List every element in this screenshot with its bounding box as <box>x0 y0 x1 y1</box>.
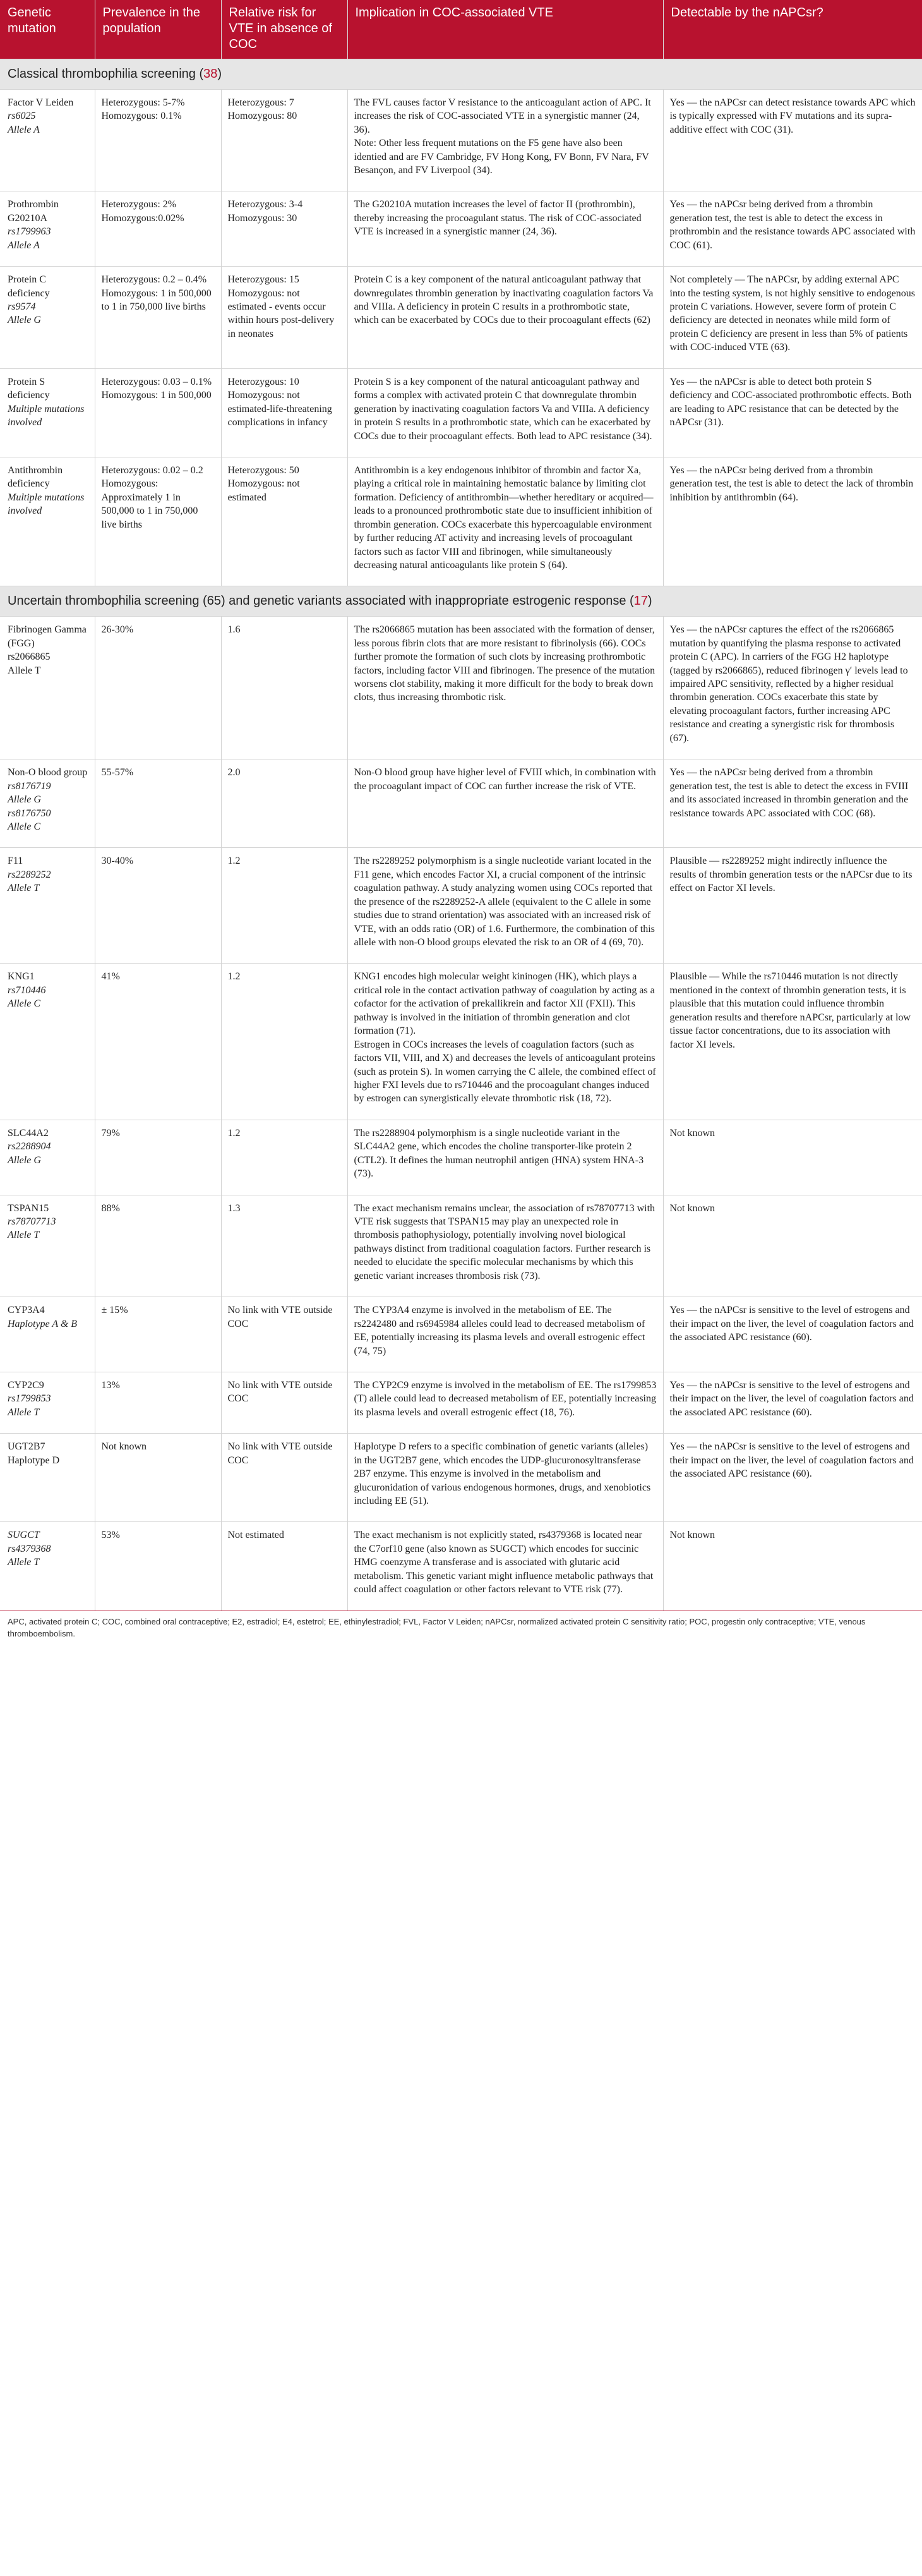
relative-risk-line: No link with VTE outside COC <box>227 1379 333 1405</box>
relative-risk-line: 1.3 <box>227 1202 241 1214</box>
relative-risk-line: Heterozygous: 7 <box>227 97 294 108</box>
gene-line: Allele A <box>8 124 40 135</box>
gene-line: Multiple mutations involved <box>8 492 85 517</box>
implication-cell <box>347 191 663 267</box>
gene-cell <box>0 1434 95 1522</box>
implication-paragraph: Antithrombin is a key endogenous inhibitor of thrombin and factor Xa, playing a critical role in maintaining hemostatic balance by limiting clot formation. Deficiency of antithrombin—whether hereditary or acquired—leads to a pronounced prothrombotic state due to insufficient inhibition of thrombin generation. COCs exacerbate this hypercoagulable environment by further reducing AT activity and increasing levels of procoagulant factors such as factor VIII and fibrinogen, while simultaneously decreasing natural anticoagulants like protein S (64). <box>354 464 654 571</box>
prevalence-line: ± 15% <box>101 1305 128 1316</box>
relative-risk-line: Homozygous: 80 <box>227 111 297 122</box>
prevalence-line: Not known <box>101 1441 147 1453</box>
gene-line: rs9574 <box>8 301 36 313</box>
section-title: Uncertain thrombophilia screening (65) and genetic variants associated with inappropriate estrogenic response ( <box>8 594 634 608</box>
detectable-text: Plausible — While the rs710446 mutation is not directly mentioned in the context of thrombin generation tests, it is plausible that this mutation could influence thrombin generation results and therefore nAPCsr, particularly at low tissue factor concentrations, due to its association with factor XI levels. <box>669 971 911 1050</box>
relative-risk-cell <box>221 1372 347 1433</box>
prevalence-line: 30-40% <box>101 856 134 867</box>
gene-line: Allele C <box>8 821 40 832</box>
gene-cell <box>0 617 95 759</box>
detectable-text: Yes — the nAPCsr being derived from a thrombin generation test, the test is able to detect the excess in FVIII and its associated increased in thrombin generation and the resistance towards APC associated with COC (68). <box>669 767 909 819</box>
gene-line: Allele T <box>8 1406 40 1418</box>
detectable-text: Not known <box>669 1202 715 1214</box>
table-row <box>0 848 922 964</box>
gene-cell <box>0 759 95 848</box>
gene-line: rs2066865 <box>8 651 51 663</box>
gene-line: rs78707713 <box>8 1216 56 1228</box>
gene-cell <box>0 191 95 267</box>
section-title-cell: Uncertain thrombophilia screening (65) and genetic variants associated with inappropriate estrogenic response (17) <box>0 586 922 617</box>
header-relative-risk: Relative risk for VTE in absence of COC <box>221 0 347 59</box>
section-row <box>0 586 922 617</box>
header-prevalence: Prevalence in the population <box>95 0 221 59</box>
gene-line: KNG1 <box>8 971 35 983</box>
section-title-ref: 17 <box>633 594 648 608</box>
gene-line: rs8176719 <box>8 780 51 792</box>
relative-risk-cell <box>221 267 347 369</box>
relative-risk-cell <box>221 191 347 267</box>
relative-risk-cell <box>221 89 347 191</box>
detectable-text: Not known <box>669 1530 715 1541</box>
gene-line: rs6025 <box>8 111 36 122</box>
prevalence-line: Homozygous: 1 in 500,000 <box>101 390 212 401</box>
implication-cell <box>347 1297 663 1372</box>
prevalence-line: 13% <box>101 1379 120 1391</box>
gene-line: Allele G <box>8 794 41 806</box>
gene-line: Protein S deficiency <box>8 376 50 401</box>
gene-line: Allele C <box>8 998 40 1010</box>
implication-paragraph: The exact mechanism remains unclear, the association of rs78707713 with VTE risk suggests that TSPAN15 may play an unexpected role in thrombosis pathophysiology, potentially involving novel biological pathways distinct from traditional coagulation factors. Further research is needed to elucidate the specific molecular mechanisms by which this genetic variant increases thrombosis risk (73). <box>354 1202 656 1281</box>
implication-cell <box>347 964 663 1120</box>
prevalence-cell <box>95 759 221 848</box>
relative-risk-line: 2.0 <box>227 767 241 778</box>
prevalence-cell <box>95 848 221 964</box>
detectable-cell <box>663 457 922 586</box>
relative-risk-line: Homozygous: not estimated-life-threatening complications in infancy <box>227 390 332 428</box>
implication-paragraph: The CYP2C9 enzyme is involved in the metabolism of EE. The rs1799853 (T) allele could lead to decreased metabolism of EE, potentially increasing its plasma levels and overall estrogenic effect (18, 76). <box>354 1379 657 1418</box>
implication-cell <box>347 1522 663 1611</box>
gene-line: Antithrombin deficiency <box>8 464 63 490</box>
detectable-cell <box>663 1434 922 1522</box>
gene-line: SUGCT <box>8 1530 40 1541</box>
relative-risk-line: 1.2 <box>227 1127 241 1139</box>
table-footnote: APC, activated protein C; COC, combined oral contraceptive; E2, estradiol; E4, estetrol; EE, ethinylestradiol; FVL, Factor V Leiden; nAPCsr, normalized activated protein C sensitivity ratio; POC, progestin only contraceptive; VTE, venous thromboembolism. <box>0 1611 922 1645</box>
implication-cell <box>347 848 663 964</box>
gene-line: TSPAN15 <box>8 1202 49 1214</box>
implication-paragraph: The CYP3A4 enzyme is involved in the metabolism of EE. The rs2242480 and rs6945984 alleles could lead to decreased metabolism of EE, potentially increasing its plasma levels and overall estrogenic effect (74, 75) <box>354 1305 645 1357</box>
gene-cell <box>0 1297 95 1372</box>
gene-cell <box>0 267 95 369</box>
gene-cell <box>0 848 95 964</box>
relative-risk-line: Not estimated <box>227 1530 284 1541</box>
prevalence-line: Homozygous: Approximately 1 in 500,000 to 1 in 750,000 live births <box>101 478 198 530</box>
implication-paragraph: The rs2066865 mutation has been associated with the formation of denser, less porous fibrin clots that are more resistant to fibrinolysis (66). COCs further promote the formation of such clots by increasing prothrombotic factors, including factor VIII and fibrinogen. The presence of the mutation worsens clot stability, making it more difficult for the body to break down clots, thus increasing thrombotic risk. <box>354 624 656 703</box>
header-detectable: Detectable by the nAPCsr? <box>663 0 922 59</box>
detectable-text: Not known <box>669 1127 715 1139</box>
table-row <box>0 1372 922 1433</box>
detectable-cell <box>663 1372 922 1433</box>
detectable-cell <box>663 368 922 457</box>
detectable-cell <box>663 848 922 964</box>
implication-cell <box>347 1195 663 1297</box>
gene-line: Multiple mutations involved <box>8 403 85 428</box>
prevalence-line: Heterozygous: 0.02 – 0.2 <box>101 464 203 476</box>
detectable-text: Yes — the nAPCsr is sensitive to the level of estrogens and their impact on the liver, the level of coagulation factors and the associated APC resistance (60). <box>669 1441 914 1480</box>
detectable-text: Yes — the nAPCsr being derived from a thrombin generation test, the test is able to detect the excess in prothrombin and the resistance towards APC associated with COC (61). <box>669 199 916 251</box>
gene-line: rs710446 <box>8 984 46 996</box>
gene-line: Haplotype A & B <box>8 1318 78 1329</box>
detectable-cell <box>663 1195 922 1297</box>
gene-line: rs2289252 <box>8 869 51 880</box>
implication-cell <box>347 759 663 848</box>
table-row <box>0 759 922 848</box>
gene-line: UGT2B7 <box>8 1441 45 1453</box>
relative-risk-cell <box>221 1522 347 1611</box>
implication-paragraph: Non-O blood group have higher level of FVIII which, in combination with the procoagulant impact of COC can further increase the risk of VTE. <box>354 767 656 792</box>
table-row <box>0 191 922 267</box>
implication-cell <box>347 1120 663 1195</box>
table-row <box>0 267 922 369</box>
relative-risk-cell <box>221 759 347 848</box>
detectable-cell <box>663 964 922 1120</box>
gene-cell <box>0 964 95 1120</box>
detectable-text: Yes — the nAPCsr is sensitive to the level of estrogens and their impact on the liver, the level of coagulation factors and the associated APC resistance (60). <box>669 1305 914 1343</box>
relative-risk-cell <box>221 1120 347 1195</box>
detectable-text: Yes — the nAPCsr being derived from a thrombin generation test, the test is able to detect the lack of thrombin inhibition by antithrombin (64). <box>669 464 914 503</box>
implication-paragraph: The rs2289252 polymorphism is a single nucleotide variant located in the F11 gene, which encodes Factor XI, a crucial component of the intrinsic coagulation pathway. A study analyzing women using COCs reported that the presence of the rs2289252-A allele (equivalent to the C allele in some studies due to strand orientation) was associated with an increased risk of VTE, with an odds ratio (OR) of 1.6. Furthermore, the combination of this allele with non-O blood groups elevated the risk to an OR of 4 (69, 70). <box>354 856 655 948</box>
prevalence-line: 88% <box>101 1202 120 1214</box>
prevalence-cell <box>95 1434 221 1522</box>
prevalence-line: Heterozygous: 2% <box>101 199 177 210</box>
implication-cell <box>347 457 663 586</box>
section-title-ref: 38 <box>203 67 218 81</box>
relative-risk-line: Homozygous: not estimated - events occur within hours post-delivery in neonates <box>227 287 335 339</box>
prevalence-cell <box>95 89 221 191</box>
gene-line: Non-O blood group <box>8 767 88 778</box>
section-title-cell: Classical thrombophilia screening (38) <box>0 59 922 90</box>
table-row <box>0 368 922 457</box>
implication-cell <box>347 89 663 191</box>
gene-line: Allele G <box>8 1154 41 1166</box>
detectable-text: Not completely — The nAPCsr, by adding external APC into the testing system, is not highly sensitive to endogenous protein C variations. However, severe form of protein C deficiency are detected in neonates while mild form of protein C deficiency are present in less than 5% of patients with COC-induced VTE (63). <box>669 274 915 353</box>
implication-cell <box>347 617 663 759</box>
relative-risk-line: 1.6 <box>227 624 241 636</box>
table-row <box>0 1195 922 1297</box>
detectable-cell <box>663 267 922 369</box>
gene-line: Allele T <box>8 665 41 676</box>
prevalence-cell <box>95 1522 221 1611</box>
detectable-text: Yes — the nAPCsr captures the effect of the rs2066865 mutation by quantifying the plasma response to activated protein C (APC). In carriers of the FGG H2 haplotype (tagged by rs2066865), reduced fibrinogen γ′ levels lead to impaired APC sensitivity, reflected by a higher residual thrombin generation. COCs exacerbate this state by elevating procoagulant factors, further increasing APC resistance and creating a synergistic risk for thrombosis (67). <box>669 624 908 744</box>
implication-paragraph: Note: Other less frequent mutations on the F5 gene have also been identied and are FV Cambridge, FV Hong Kong, FV Bonn, FV Nara, FV Besançon, and FV Liverpool (34). <box>354 138 649 176</box>
gene-line: rs1799963 <box>8 226 51 238</box>
relative-risk-line: Heterozygous: 50 <box>227 464 299 476</box>
implication-cell <box>347 1372 663 1433</box>
prevalence-line: Homozygous:0.02% <box>101 212 184 224</box>
gene-line: rs1799853 <box>8 1393 51 1405</box>
prevalence-cell <box>95 964 221 1120</box>
relative-risk-line: 1.2 <box>227 856 241 867</box>
detectable-text: Yes — the nAPCsr can detect resistance towards APC which is typically expressed with FV mutations and its supra-additive effect with COC (31). <box>669 97 916 135</box>
detectable-text: Plausible — rs2289252 might indirectly influence the results of thrombin generation tests or the nAPCsr due to its effect on Factor XI levels. <box>669 856 913 894</box>
prevalence-line: 41% <box>101 971 120 983</box>
implication-cell <box>347 267 663 369</box>
relative-risk-line: Homozygous: not estimated <box>227 478 300 503</box>
detectable-cell <box>663 759 922 848</box>
relative-risk-cell <box>221 368 347 457</box>
table-row <box>0 1297 922 1372</box>
table-body <box>0 59 922 1611</box>
prevalence-line: 53% <box>101 1530 120 1541</box>
gene-line: rs4379368 <box>8 1543 51 1554</box>
prevalence-line: Heterozygous: 0.03 – 0.1% <box>101 376 212 387</box>
gene-cell <box>0 1195 95 1297</box>
implication-paragraph: KNG1 encodes high molecular weight kininogen (HK), which plays a critical role in the contact activation pathway of coagulation by acting as a cofactor for the activation of prekallikrein and factor XII (FXII). This pathway is involved in the initiation of thrombin generation and clot formation (71). <box>354 971 655 1037</box>
relative-risk-cell <box>221 457 347 586</box>
relative-risk-line: No link with VTE outside COC <box>227 1441 333 1466</box>
gene-line: F11 <box>8 856 23 867</box>
implication-paragraph: Protein S is a key component of the natural anticoagulant pathway and forms a complex with activated protein C that downregulate thrombin generation by inactivating coagulation factors Va and VIIIa. A deficiency in protein S results in a prothrombotic state, which can be exacerbated by COCs due to their procoagulant effects. Both lead to APC resistance (34). <box>354 376 652 442</box>
relative-risk-line: No link with VTE outside COC <box>227 1305 333 1329</box>
gene-line: Fibrinogen Gamma (FGG) <box>8 624 87 649</box>
gene-line: Allele A <box>8 239 40 251</box>
relative-risk-cell <box>221 1195 347 1297</box>
gene-cell <box>0 368 95 457</box>
prevalence-cell <box>95 457 221 586</box>
gene-line: CYP3A4 <box>8 1305 45 1316</box>
implication-paragraph: The exact mechanism is not explicitly stated, rs4379368 is located near the C7orf10 gene (also known as SUGCT) which encodes for succinic HMG coenzyme A transferase and is associated with glutaric acid metabolism. This genetic variant might influence metabolic pathways that could affect coagulation or other factors relevant to VTE risk (77). <box>354 1530 654 1595</box>
table-row <box>0 964 922 1120</box>
prevalence-line: 79% <box>101 1127 120 1139</box>
detectable-text: Yes — the nAPCsr is able to detect both protein S deficiency and COC-associated prothrombotic effects. Both are leading to APC resistance that can be detected by the nAPCsr (31). <box>669 376 912 428</box>
gene-cell <box>0 89 95 191</box>
prevalence-cell <box>95 368 221 457</box>
table-row <box>0 1522 922 1611</box>
table-row <box>0 457 922 586</box>
section-row <box>0 59 922 90</box>
header-genetic-mutation: Genetic mutation <box>0 0 95 59</box>
prevalence-cell <box>95 1120 221 1195</box>
gene-line: rs8176750 <box>8 807 51 819</box>
gene-line: rs2288904 <box>8 1141 51 1152</box>
detectable-cell <box>663 1120 922 1195</box>
gene-line: Allele G <box>8 315 41 326</box>
table-row <box>0 1120 922 1195</box>
table-header-row <box>0 0 922 59</box>
detectable-cell <box>663 191 922 267</box>
relative-risk-line: Homozygous: 30 <box>227 212 297 224</box>
prevalence-cell <box>95 191 221 267</box>
implication-paragraph: The G20210A mutation increases the level of factor II (prothrombin), thereby increasing the procoagulant status. The risk of COC-associated VTE is increased in a synergistic manner (24, 36). <box>354 199 642 238</box>
implication-paragraph: The rs2288904 polymorphism is a single nucleotide variant in the SLC44A2 gene, which encodes the choline transporter-like protein 2 (CTL2). It defines the human neutrophil antigen (HNA) system HNA-3 (73). <box>354 1127 644 1180</box>
implication-paragraph: Haplotype D refers to a specific combination of genetic variants (alleles) in the UGT2B7 gene, which encodes the UDP-glucuronosyltransferase 2B7 enzyme. This enzyme is involved in the metabolism and glucuronidation of various endogenous hormones, drugs, and xenobiotics including EE (51). <box>354 1441 651 1507</box>
prevalence-cell <box>95 617 221 759</box>
prevalence-cell <box>95 1372 221 1433</box>
prevalence-line: Heterozygous: 5-7% <box>101 97 185 108</box>
section-title: Classical thrombophilia screening ( <box>8 67 204 81</box>
gene-line: Factor V Leiden <box>8 97 74 108</box>
prevalence-line: Homozygous: 1 in 500,000 to 1 in 750,000 live births <box>101 287 212 313</box>
relative-risk-line: Heterozygous: 10 <box>227 376 299 387</box>
gene-line: Prothrombin G20210A <box>8 199 59 224</box>
detectable-cell <box>663 89 922 191</box>
relative-risk-cell <box>221 1297 347 1372</box>
gene-line: Allele T <box>8 1230 40 1241</box>
prevalence-line: Heterozygous: 0.2 – 0.4% <box>101 274 207 286</box>
prevalence-cell <box>95 1297 221 1372</box>
relative-risk-cell <box>221 1434 347 1522</box>
relative-risk-cell <box>221 848 347 964</box>
header-implication: Implication in COC-associated VTE <box>347 0 663 59</box>
gene-line: Allele T <box>8 1557 40 1568</box>
detectable-cell <box>663 1522 922 1611</box>
table-row <box>0 1434 922 1522</box>
prevalence-cell <box>95 267 221 369</box>
gene-line: SLC44A2 <box>8 1127 49 1139</box>
table-row <box>0 89 922 191</box>
detectable-cell <box>663 617 922 759</box>
implication-cell <box>347 1434 663 1522</box>
relative-risk-cell <box>221 964 347 1120</box>
gene-cell <box>0 457 95 586</box>
gene-line: Allele T <box>8 883 40 894</box>
implication-cell <box>347 368 663 457</box>
gene-line: CYP2C9 <box>8 1379 44 1391</box>
detectable-cell <box>663 1297 922 1372</box>
prevalence-cell <box>95 1195 221 1297</box>
detectable-text: Yes — the nAPCsr is sensitive to the level of estrogens and their impact on the liver, the level of coagulation factors and the associated APC resistance (60). <box>669 1379 914 1418</box>
gene-cell <box>0 1120 95 1195</box>
relative-risk-cell <box>221 617 347 759</box>
implication-paragraph: The FVL causes factor V resistance to the anticoagulant action of APC. It increases the risk of COC-associated VTE in a synergistic manner (24, 36). <box>354 97 651 135</box>
gene-cell <box>0 1372 95 1433</box>
gene-cell <box>0 1522 95 1611</box>
relative-risk-line: 1.2 <box>227 971 241 983</box>
prevalence-line: 26-30% <box>101 624 134 636</box>
gene-line: Protein C deficiency <box>8 274 50 299</box>
prevalence-line: 55-57% <box>101 767 134 778</box>
relative-risk-line: Heterozygous: 3-4 <box>227 199 303 210</box>
gene-line: Haplotype D <box>8 1454 60 1466</box>
prevalence-line: Homozygous: 0.1% <box>101 111 182 122</box>
relative-risk-line: Heterozygous: 15 <box>227 274 299 286</box>
table-row <box>0 617 922 759</box>
implication-paragraph: Estrogen in COCs increases the levels of coagulation factors (such as factors VII, VIII, and X) and decreases the levels of anticoagulant proteins (such as protein S). In women carrying the C allele, the combined effect of higher FXI levels due to rs710446 and the procoagulant changes induced by estrogen can synergistically elevate thrombotic risk (18, 72). <box>354 1039 656 1104</box>
implication-paragraph: Protein C is a key component of the natural anticoagulant pathway that downregulates thrombin generation by inactivating coagulation factors Va and VIIIa. A deficiency in protein C results in a prothrombotic state, which can be exacerbated by COCs due to their procoagulant effects (62) <box>354 274 654 326</box>
